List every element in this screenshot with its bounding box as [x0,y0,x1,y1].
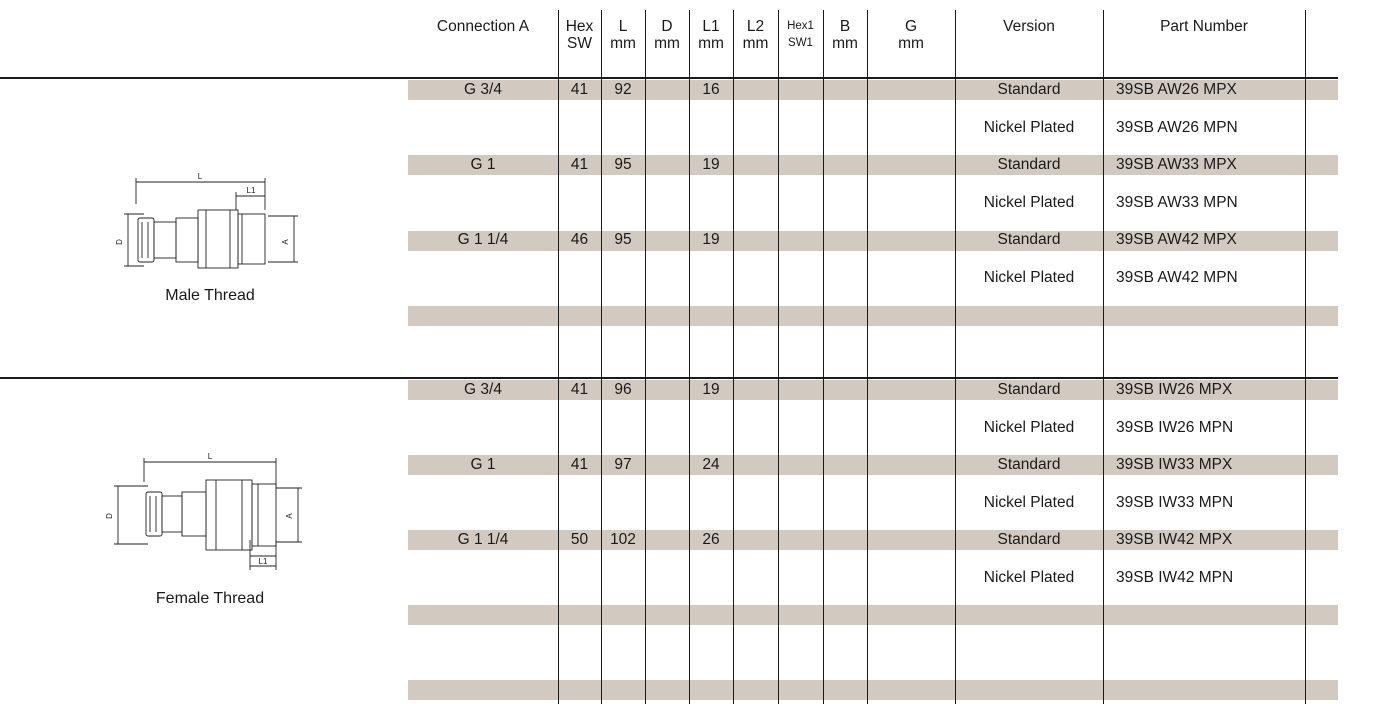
section-rule [0,77,1338,79]
cell-part: 39SB IW42 MPX [1116,531,1233,548]
column-divider [778,10,779,704]
cell-connection: G 1 1/4 [457,531,509,548]
row-band [408,605,1338,625]
cell-connection: G 1 1/4 [457,231,509,248]
row-band [408,680,1338,700]
cell-part: 39SB IW33 MPX [1116,456,1233,473]
column-divider [867,10,868,704]
cell-version: Nickel Plated [983,418,1075,436]
cell-connection: G 3/4 [464,81,502,98]
column-header-l2: L2 mm [742,18,769,52]
cell-version: Standard [997,381,1061,398]
cell-version: Standard [997,156,1061,173]
column-divider [1305,10,1306,704]
column-header-b: B mm [832,18,858,52]
cell-l: 92 [614,81,632,98]
cell-part: 39SB IW26 MPN [1116,418,1234,436]
cell-l: 102 [610,531,636,548]
column-divider [558,10,559,704]
cell-hex: 50 [570,531,589,548]
column-divider [645,10,646,704]
male-thread-drawing [110,170,310,270]
cell-hex: 41 [570,456,589,473]
column-header-l: L mm [610,18,636,52]
cell-part: 39SB AW42 MPX [1116,231,1237,248]
cell-l: 95 [614,231,632,248]
column-header-part-number: Part Number [1160,18,1248,35]
cell-l1: 16 [702,81,720,98]
cell-hex: 41 [570,156,589,173]
cell-part: 39SB AW26 MPN [1116,118,1238,136]
cell-l: 97 [614,456,632,473]
column-header-g: G mm [898,18,924,52]
cell-part: 39SB AW33 MPN [1116,193,1238,211]
cell-hex: 41 [570,381,589,398]
cell-hex: 41 [570,81,589,98]
drawing-label-a: A [281,239,290,245]
cell-l1: 24 [702,456,720,473]
cell-connection: G 3/4 [464,381,502,398]
cell-version: Standard [997,231,1061,248]
drawing-label-a: A [285,513,294,519]
cell-l1: 19 [702,231,720,248]
cell-connection: G 1 [470,456,496,473]
cell-version: Nickel Plated [983,568,1075,586]
cell-l: 96 [614,381,632,398]
cell-version: Standard [997,531,1061,548]
column-header-d: D mm [654,18,680,52]
column-header-version: Version [1003,18,1055,35]
column-divider [1103,10,1104,704]
cell-part: 39SB IW33 MPN [1116,493,1234,511]
column-header-hex: Hex SW [565,18,594,52]
drawing-label-l: L [207,452,213,461]
cell-connection: G 1 [470,156,496,173]
drawing-label-d: D [105,513,114,519]
cell-version: Nickel Plated [983,268,1075,286]
cell-part: 39SB AW33 MPX [1116,156,1237,173]
column-divider [823,10,824,704]
female-thread-drawing [100,448,310,580]
cell-version: Nickel Plated [983,493,1075,511]
column-header-l1: L1 mm [698,18,724,52]
cell-l1: 19 [702,156,720,173]
cell-part: 39SB IW42 MPN [1116,568,1234,586]
cell-version: Standard [997,456,1061,473]
cell-version: Standard [997,81,1061,98]
column-divider [733,10,734,704]
section-rule [0,377,1338,379]
female-thread-caption: Female Thread [155,590,265,607]
column-header-connection-a: Connection A [436,18,530,35]
cell-version: Nickel Plated [983,118,1075,136]
cell-version: Nickel Plated [983,193,1075,211]
row-band [408,306,1338,326]
cell-l: 95 [614,156,632,173]
drawing-label-l1: L1 [258,557,268,566]
cell-l1: 19 [702,381,720,398]
male-thread-caption: Male Thread [165,287,255,304]
cell-l1: 26 [702,531,720,548]
drawing-label-l1: L1 [246,186,256,195]
column-divider [689,10,690,704]
drawing-label-d: D [115,239,124,245]
column-header-hex1: Hex1 SW1 [787,20,814,49]
column-divider [601,10,602,704]
cell-part: 39SB IW26 MPX [1116,381,1233,398]
cell-hex: 46 [570,231,589,248]
cell-part: 39SB AW26 MPX [1116,81,1237,98]
drawing-label-l: L [197,172,203,181]
column-divider [955,10,956,704]
cell-part: 39SB AW42 MPN [1116,268,1238,286]
